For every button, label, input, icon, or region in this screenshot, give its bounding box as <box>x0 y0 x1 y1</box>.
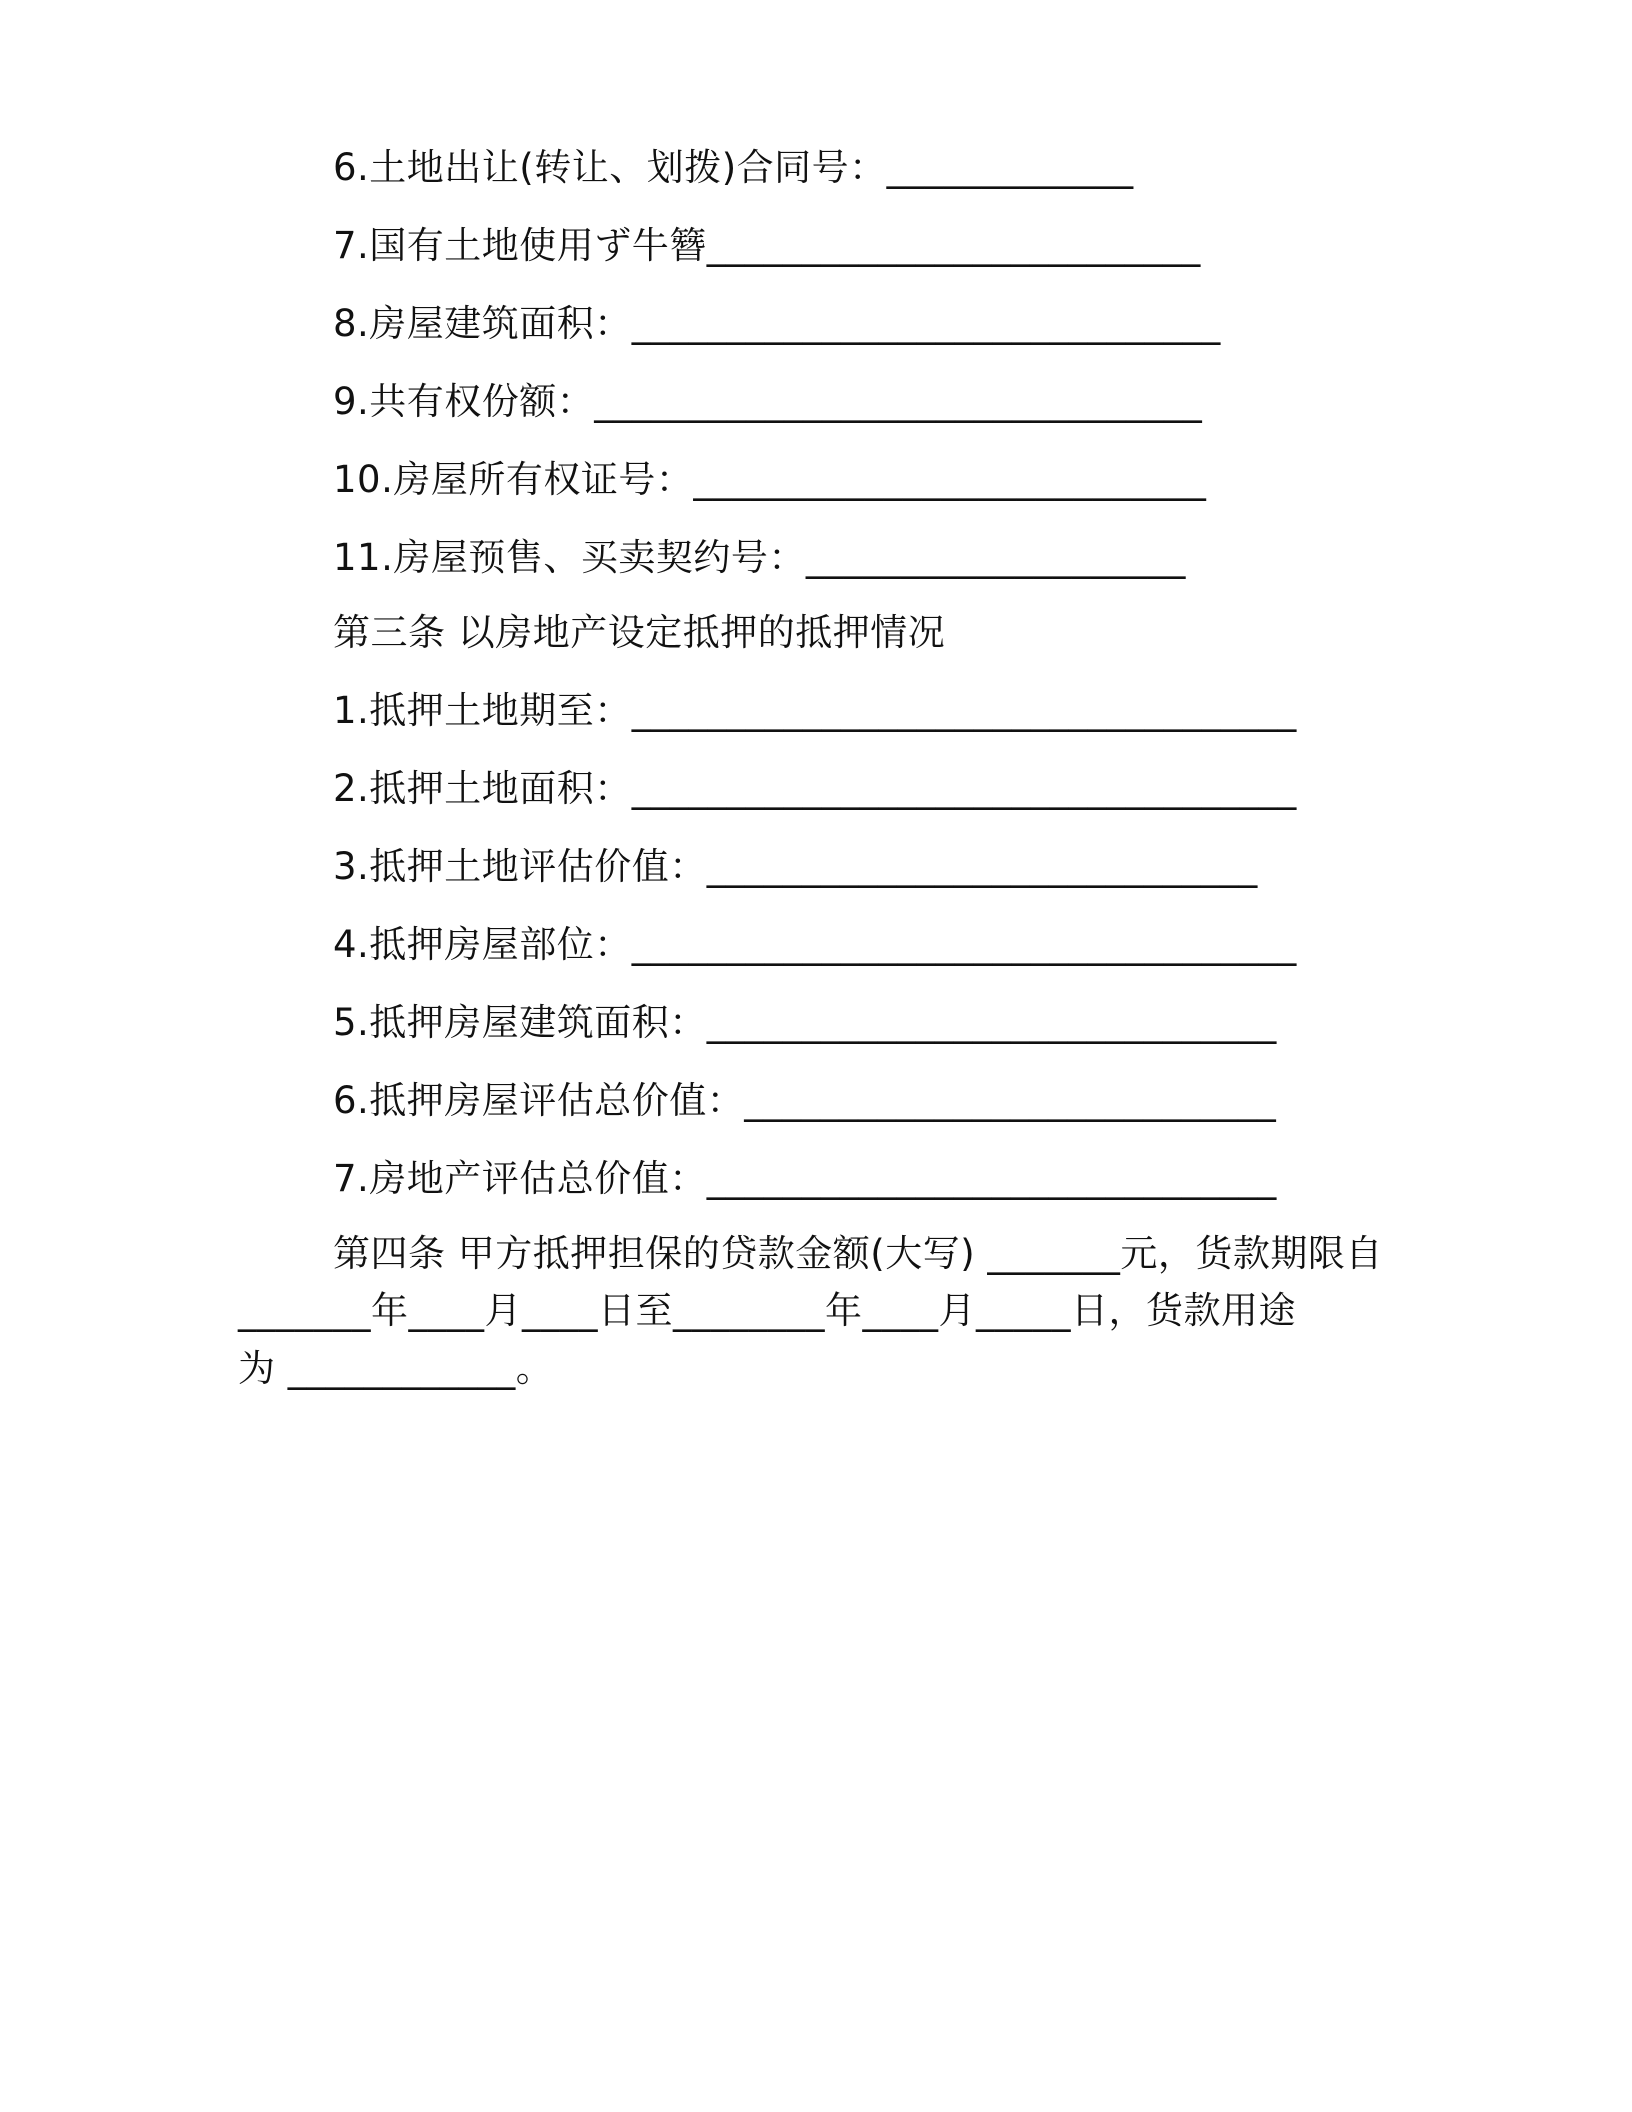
item-mortgage-house-total-value: 6.抵押房屋评估总价值：____________________________ <box>333 1079 1277 1122</box>
item-land-transfer-contract-no: 6.土地出让(转让、划拨)合同号：_____________ <box>333 146 1134 189</box>
article4-line2: _______年____月____日至________年____月_____日，货款用途 <box>238 1289 1296 1332</box>
item-real-estate-total-value: 7.房地产评估总价值：______________________________ <box>333 1157 1277 1200</box>
item-state-land-use-cert: 7.国有土地使用ず牛簪__________________________ <box>333 224 1201 267</box>
article4-line3: 为 ____________。 <box>238 1347 554 1390</box>
item-mortgage-land-value: 3.抵押土地评估价值：_____________________________ <box>333 845 1258 888</box>
item-co-ownership-share: 9.共有权份额：________________________________ <box>333 380 1203 423</box>
item-mortgage-house-location: 4.抵押房屋部位：___________________________________ <box>333 923 1297 966</box>
item-mortgage-house-area: 5.抵押房屋建筑面积：______________________________ <box>333 1001 1277 1044</box>
article4-line1: 第四条 甲方抵押担保的贷款金额(大写) _______元，货款期限自 <box>333 1232 1383 1275</box>
article3-heading: 第三条 以房地产设定抵押的抵押情况 <box>333 611 946 654</box>
item-presale-contract-no: 11.房屋预售、买卖契约号：____________________ <box>333 536 1186 579</box>
item-house-ownership-cert-no: 10.房屋所有权证号：___________________________ <box>333 458 1207 501</box>
item-building-area: 8.房屋建筑面积：_______________________________ <box>333 302 1221 345</box>
item-mortgage-land-area: 2.抵押土地面积：___________________________________ <box>333 767 1297 810</box>
item-mortgage-land-term: 1.抵押土地期至：___________________________________ <box>333 689 1297 732</box>
